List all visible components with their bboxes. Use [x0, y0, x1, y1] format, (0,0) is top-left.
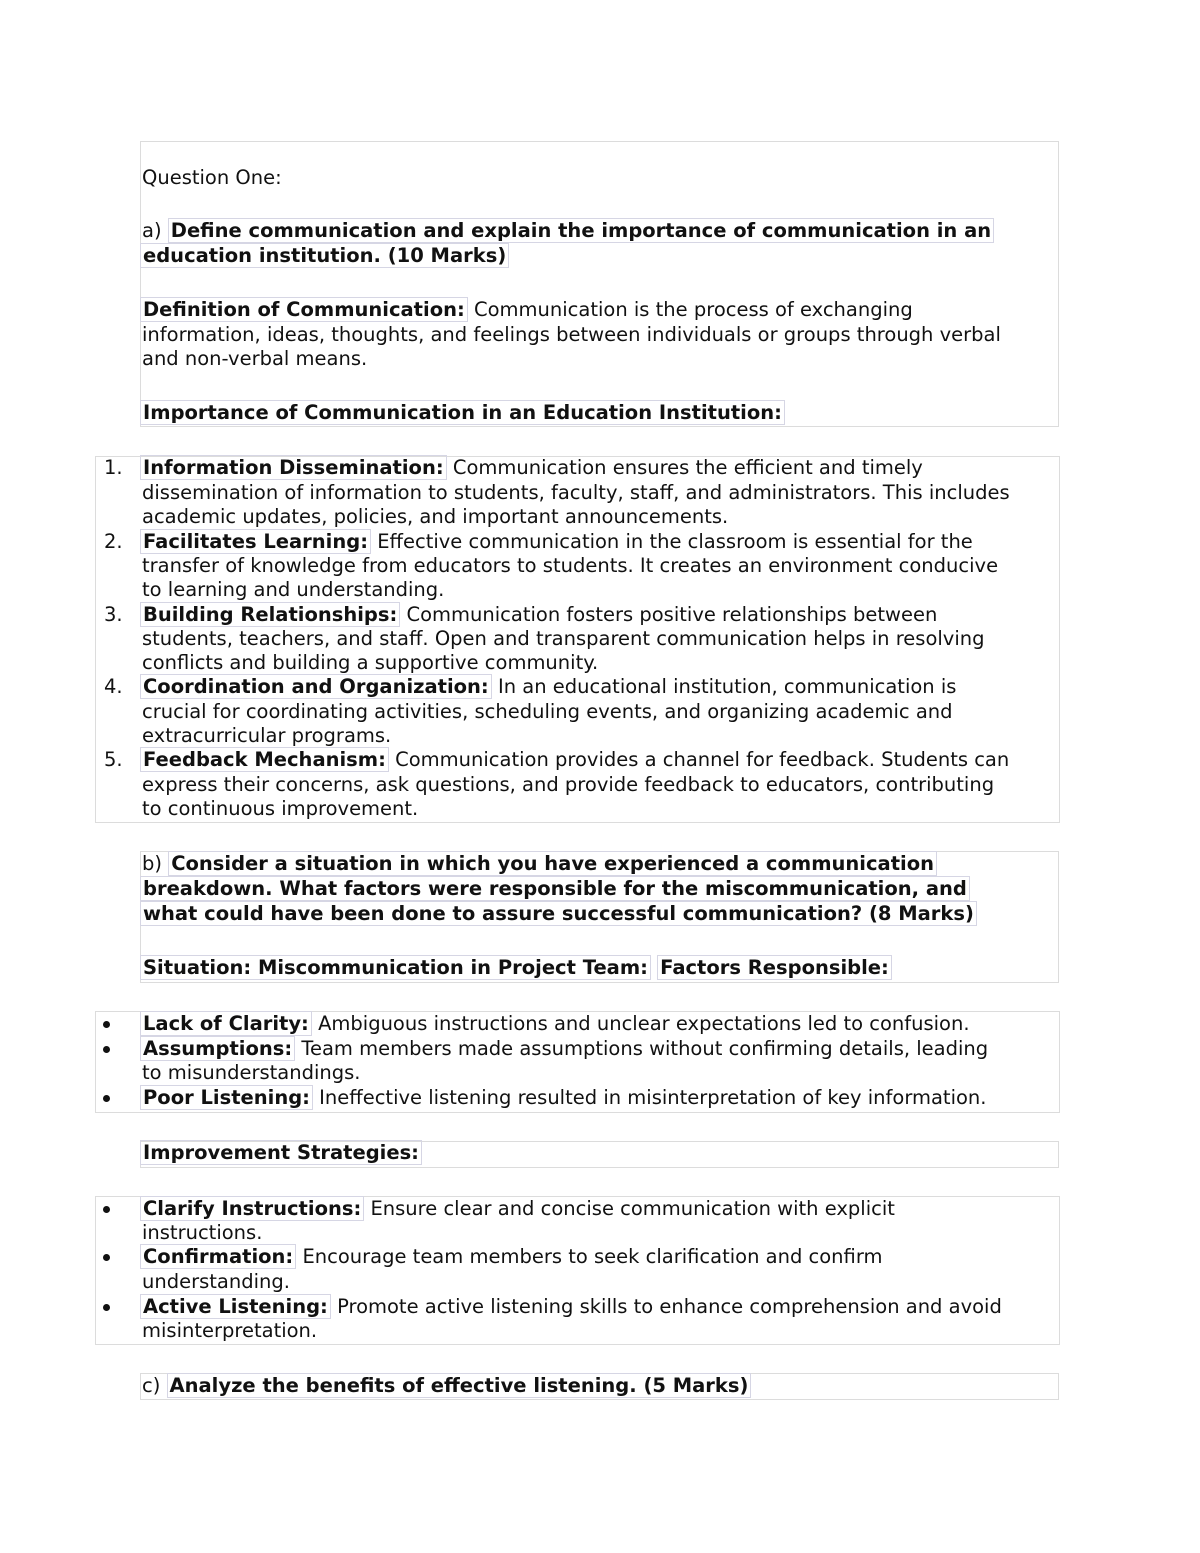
- list-item-line1: [142, 675, 956, 700]
- list-item-label: Feedback Mechanism:: [140, 747, 389, 772]
- strategy-text: Encourage team members to seek clarification and confirm: [302, 1245, 883, 1268]
- strategy-line2: misinterpretation.: [142, 1319, 318, 1342]
- part-c-prefix: c): [142, 1374, 161, 1397]
- importance-heading-text: Importance of Communication in an Education Institution:: [140, 400, 785, 425]
- strategy-text: Promote active listening skills to enhance comprehension and avoid: [337, 1295, 1002, 1318]
- list-number: 3.: [104, 603, 123, 626]
- strategy-line1: [142, 1197, 895, 1222]
- definition-text-1: Communication is the process of exchanging: [473, 298, 913, 321]
- part-a-prefix: a): [142, 219, 162, 242]
- bullet-icon: [103, 1295, 110, 1320]
- strategy-text: Ensure clear and concise communication with explicit: [370, 1197, 895, 1220]
- situation-line: [142, 956, 892, 981]
- definition-line3: and non-verbal means.: [142, 347, 368, 370]
- list-item-text: Effective communication in the classroom is essential for the: [377, 530, 973, 553]
- strategy-line1: [142, 1245, 883, 1270]
- list-item-line2: students, teachers, and staff. Open and transparent communication helps in resolving: [142, 627, 985, 650]
- factor-label: Assumptions:: [140, 1036, 295, 1061]
- definition-line2: information, ideas, thoughts, and feelings between individuals or groups through verbal: [142, 323, 1001, 346]
- situation-label: Situation: Miscommunication in Project Team:: [140, 955, 651, 980]
- strategies-heading: [142, 1141, 422, 1166]
- factor-text: Team members made assumptions without confirming details, leading: [301, 1037, 989, 1060]
- list-item-line1: [142, 748, 1009, 773]
- part-c-question-line: [142, 1374, 751, 1399]
- factor-line1: [142, 1086, 987, 1111]
- definition-line1: [142, 298, 913, 323]
- importance-heading: [142, 401, 785, 426]
- factor-text: Ambiguous instructions and unclear expectations led to confusion.: [318, 1012, 970, 1035]
- list-item-line2: crucial for coordinating activities, scheduling events, and organizing academic and: [142, 700, 953, 723]
- strategy-label: Confirmation:: [140, 1244, 296, 1269]
- list-number: 4.: [104, 675, 123, 698]
- list-item-text: Communication ensures the efficient and timely: [452, 456, 923, 479]
- list-item-line2: transfer of knowledge from educators to students. It creates an environment conducive: [142, 554, 999, 577]
- factor-label: Poor Listening:: [140, 1085, 313, 1110]
- part-b-prefix: b): [142, 852, 162, 875]
- list-item-text: Communication provides a channel for feedback. Students can: [395, 748, 1010, 771]
- strategy-label: Active Listening:: [140, 1294, 331, 1319]
- factor-text: Ineffective listening resulted in misinterpretation of key information.: [319, 1086, 987, 1109]
- list-number: 5.: [104, 748, 123, 771]
- factor-label: Lack of Clarity:: [140, 1011, 312, 1036]
- strategy-line2: instructions.: [142, 1221, 263, 1244]
- list-number: 1.: [104, 456, 123, 479]
- part-b-question-text-3: what could have been done to assure successful communication? (8 Marks): [140, 901, 977, 926]
- part-b-question-text: Consider a situation in which you have experienced a communication: [168, 851, 937, 876]
- list-number: 2.: [104, 530, 123, 553]
- bullet-icon: [103, 1086, 110, 1111]
- bullet-icon: [103, 1245, 110, 1270]
- part-a-question-line1: [142, 219, 994, 244]
- list-item-line2: dissemination of information to students, faculty, staff, and administrators. This includes: [142, 481, 1010, 504]
- factors-label: Factors Responsible:: [657, 955, 892, 980]
- part-b-question-line2: [142, 877, 970, 902]
- part-c-question-text: Analyze the benefits of effective listening. (5 Marks): [167, 1373, 752, 1398]
- part-b-question-line1: [142, 852, 937, 877]
- list-item-line3: extracurricular programs.: [142, 724, 392, 747]
- strategy-label: Clarify Instructions:: [140, 1196, 364, 1221]
- factor-line2: to misunderstandings.: [142, 1061, 361, 1084]
- part-a-question-text-2: education institution. (10 Marks): [140, 243, 509, 268]
- bullet-icon: [103, 1037, 110, 1062]
- list-item-label: Coordination and Organization:: [140, 674, 492, 699]
- list-item-line3: conflicts and building a supportive community.: [142, 651, 599, 674]
- list-item-label: Facilitates Learning:: [140, 529, 371, 554]
- list-item-line2: express their concerns, ask questions, and provide feedback to educators, contributing: [142, 773, 995, 796]
- strategy-line1: [142, 1295, 1002, 1320]
- list-item-line3: to learning and understanding.: [142, 578, 445, 601]
- question-title: Question One:: [142, 166, 282, 189]
- bullet-icon: [103, 1012, 110, 1037]
- list-item-line3: academic updates, policies, and important announcements.: [142, 505, 729, 528]
- strategies-heading-text: Improvement Strategies:: [140, 1140, 422, 1165]
- part-a-question-line2: [142, 244, 509, 269]
- bullet-icon: [103, 1197, 110, 1222]
- list-item-text: In an educational institution, communication is: [497, 675, 957, 698]
- list-item-label: Building Relationships:: [140, 602, 400, 627]
- strategy-line2: understanding.: [142, 1270, 290, 1293]
- factor-line1: [142, 1012, 970, 1037]
- list-item-text: Communication fosters positive relationships between: [406, 603, 938, 626]
- part-a-question-text: Define communication and explain the importance of communication in an: [168, 218, 994, 243]
- part-b-question-line3: [142, 902, 977, 927]
- list-item-label: Information Dissemination:: [140, 455, 447, 480]
- part-b-question-text-2: breakdown. What factors were responsible for the miscommunication, and: [140, 876, 970, 901]
- definition-label: Definition of Communication:: [140, 297, 468, 322]
- list-item-line1: [142, 603, 937, 628]
- list-item-line1: [142, 530, 973, 555]
- factor-line1: [142, 1037, 988, 1062]
- list-item-line3: to continuous improvement.: [142, 797, 419, 820]
- list-item-line1: [142, 456, 923, 481]
